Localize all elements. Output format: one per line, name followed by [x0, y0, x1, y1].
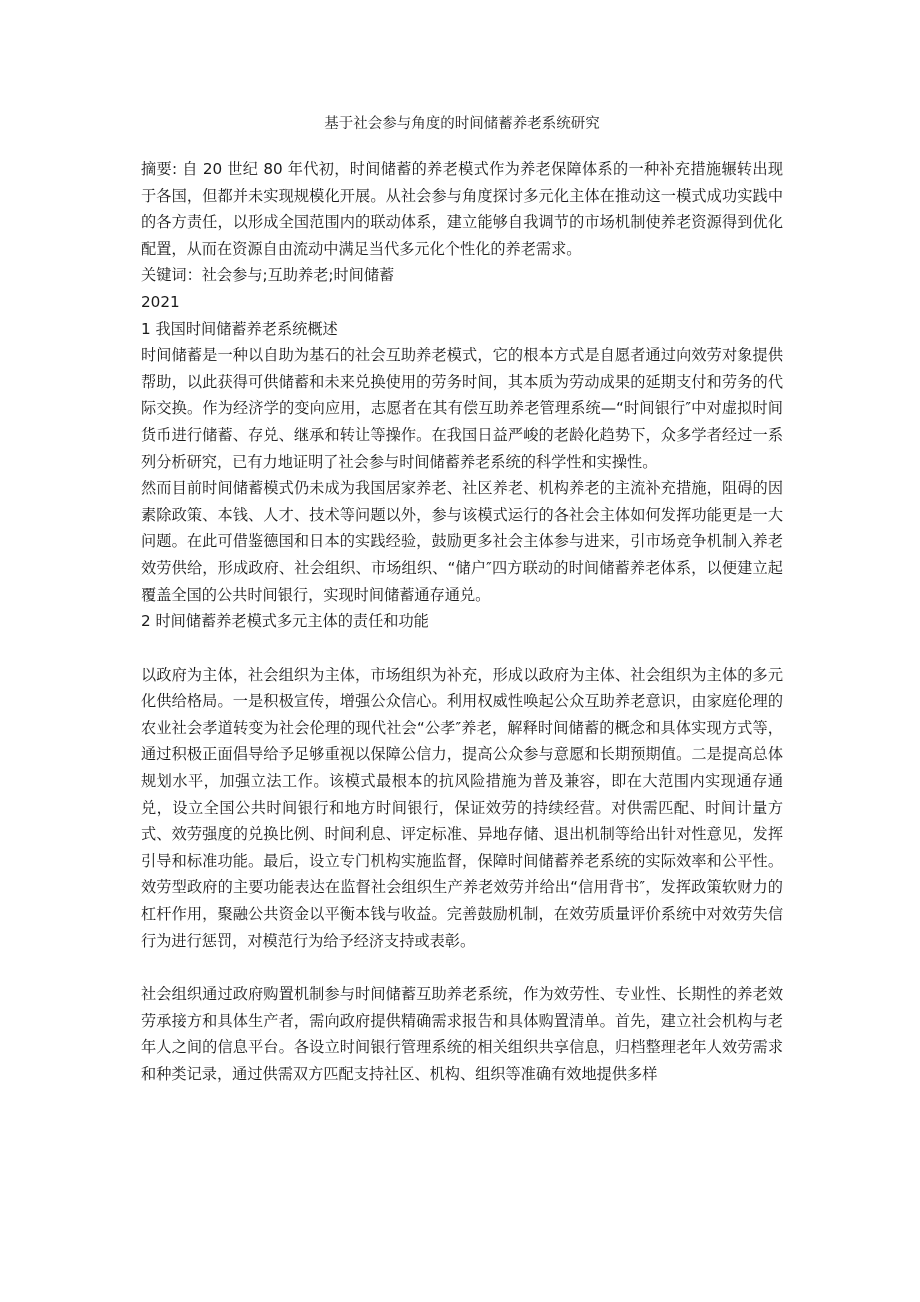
section-1-paragraph-2: 然而目前时间储蓄模式仍未成为我国居家养老、社区养老、机构养老的主流补充措施，阻碍的因素除政策、本钱、人才、技术等问题以外，参与该模式运行的各社会主体如何发挥功能更是一大问题。在此可借鉴德国和日本的实践经验，鼓励更多社会主体参与进来，引市场竞争机制入养老效劳供给，形成政府、社会组织、市场组织、“储户″四方联动的时间储蓄养老体系，以便建立起覆盖全国的公共时间银行，实现时间储蓄通存通兑。 [141, 479, 783, 604]
section-1-heading: 1 我国时间储蓄养老系统概述 [141, 319, 338, 338]
blank-line [141, 635, 783, 662]
blank-line [141, 954, 783, 981]
keywords-line: 关键词：社会参与;互助养老;时间储蓄 [141, 266, 395, 285]
year-line: 2021 [141, 292, 180, 311]
section-2-paragraph-1: 以政府为主体，社会组织为主体，市场组织为补充，形成以政府为主体、社会组织为主体的多元化供给格局。一是积极宣传，增强公众信心。利用权威性唤起公众互助养老意识，由家庭伦理的农业社会孝道转变为社会伦理的现代社会“公孝″养老，解释时间储蓄的概念和具体实现方式等，通过积极正面倡导给予足够重视以保障公信力，提高公众参与意愿和长期预期值。二是提高总体规划水平，加强立法工作。该模式最根本的抗风险措施为普及兼容，即在大范围内实现通存通兑，设立全国公共时间银行和地方时间银行，保证效劳的持续经营。对供需匹配、时间计量方式、效劳强度的兑换比例、时间利息、评定标准、异地存储、退出机制等给出针对性意见，发挥引导和标准功能。最后，设立专门机构实施监督，保障时间储蓄养老系统的实际效率和公平性。效劳型政府的主要功能表达在监督社会组织生产养老效劳并给出“信用背书″，发挥政策软财力的杠杆作用，聚融公共资金以平衡本钱与收益。完善鼓励机制，在效劳质量评价系统中对效劳失信行为进行惩罚，对模范行为给予经济支持或表彰。 [141, 665, 783, 950]
section-2-paragraph-2: 社会组织通过政府购置机制参与时间储蓄互助养老系统，作为效劳性、专业性、长期性的养老效劳承接方和具体生产者，需向政府提供精确需求报告和具体购置清单。首先，建立社会机构与老年人之间的信息平台。各设立时间银行管理系统的相关组织共享信息，归档整理老年人效劳需求和种类记录，通过供需双方匹配支持社区、机构、组织等准确有效地提供多样 [141, 985, 783, 1083]
abstract-paragraph: 摘要: 自 20 世纪 80 年代初，时间储蓄的养老模式作为养老保障体系的一种补充措施辗转出现于各国，但都并未实现规模化开展。从社会参与角度探讨多元化主体在推动这一模式成功实践中的各方责任，以形成全国范围内的联动体系，建立能够自我调节的市场机制使养老资源得到优化配置，从而在资源自由流动中满足当代多元化个性化的养老需求。 [141, 160, 783, 258]
document-body [141, 112, 783, 1088]
document-title: 基于社会参与角度的时间储蓄养老系统研究 [324, 116, 600, 132]
section-1-paragraph-1: 时间储蓄是一种以自助为基石的社会互助养老模式，它的根本方式是自愿者通过向效劳对象提供帮助，以此获得可供储蓄和未来兑换使用的劳务时间，其本质为劳动成果的延期支付和劳务的代际交换。作为经济学的变向应用，志愿者在其有偿互助养老管理系统—“时间银行″中对虚拟时间货币进行储蓄、存兑、继承和转让等操作。在我国日益严峻的老龄化趋势下，众多学者经过一系列分析研究，已有力地证明了社会参与时间储蓄养老系统的科学性和实操性。 [141, 346, 783, 471]
section-2-heading: 2 时间储蓄养老模式多元主体的责任和功能 [141, 612, 429, 631]
